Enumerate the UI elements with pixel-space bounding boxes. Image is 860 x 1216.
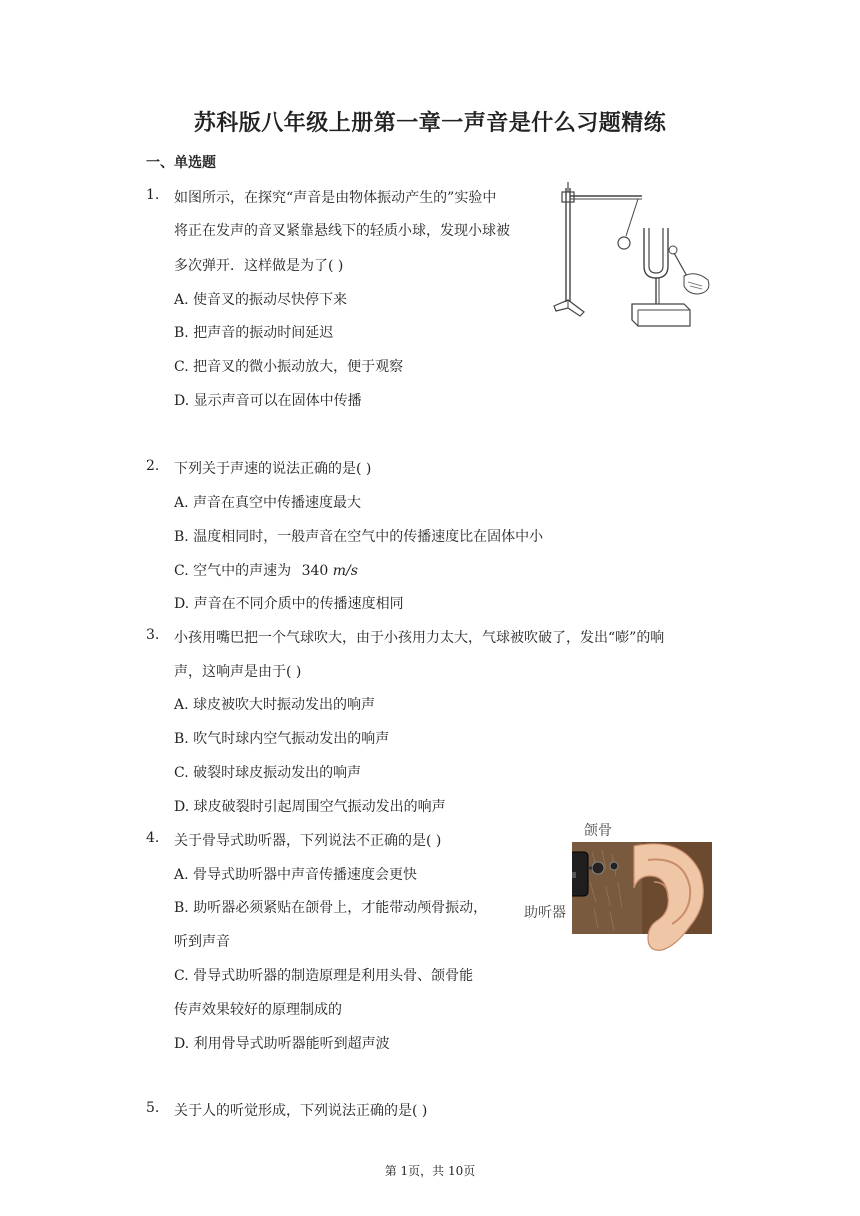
unit-meter: m [332, 563, 347, 579]
unit-second: s [350, 563, 358, 579]
option-a: A. 声音在真空中传播速度最大 [174, 495, 362, 511]
option-a: A. 使音叉的振动尽快停下来 [174, 292, 348, 308]
option-c [174, 560, 358, 580]
question-text-line: 声，这响声是由于( ) [174, 664, 302, 680]
option-c: C. 破裂时球皮振动发出的响声 [174, 765, 362, 781]
question-text-line: 下列关于声速的说法正确的是( ) [174, 461, 372, 477]
unit-separator: / [346, 563, 351, 579]
option-c: C. 骨导式助听器的制造原理是利用头骨、颌骨能 [174, 968, 474, 984]
hearing-aid-figure [520, 818, 716, 958]
option-b: B. 助听器必须紧贴在颌骨上，才能带动颅骨振动， [174, 900, 488, 916]
question-number: 4. [146, 830, 160, 846]
option-b: B. 把声音的振动时间延迟 [174, 325, 334, 341]
option-a: A. 球皮被吹大时振动发出的响声 [174, 697, 376, 713]
option-a: A. 骨导式助听器中声音传播速度会更快 [174, 867, 418, 883]
question-number: 3. [146, 627, 160, 643]
option-d: D. 显示声音可以在固体中传播 [174, 393, 362, 409]
question-text-line: 关于骨导式助听器，下列说法不正确的是( ) [174, 833, 442, 849]
option-b: B. 温度相同时，一般声音在空气中的传播速度比在固体中小 [174, 529, 544, 545]
option-d: D. 球皮破裂时引起周围空气振动发出的响声 [174, 799, 446, 815]
speed-value: 340 [301, 563, 329, 579]
hearing-aid-label: 助听器 [524, 905, 566, 921]
option-b-continued: 听到声音 [174, 934, 230, 950]
question-text-line: 多次弹开．这样做是为了( ) [174, 258, 344, 274]
ear-image [572, 842, 712, 954]
page-footer: 第 1页，共 10页 [384, 1164, 476, 1178]
option-c-text: C. 空气中的声速为 [174, 563, 292, 579]
option-d: D. 声音在不同介质中的传播速度相同 [174, 596, 404, 612]
option-c: C. 把音叉的微小振动放大，便于观察 [174, 359, 404, 375]
tuning-fork-figure [546, 178, 721, 333]
speed-formula [302, 563, 358, 579]
question-text-line: 关于人的听觉形成，下列说法正确的是( ) [174, 1103, 428, 1119]
question-number: 5. [146, 1100, 160, 1116]
option-c-continued: 传声效果较好的原理制成的 [174, 1002, 342, 1018]
question-text-line: 小孩用嘴巴把一个气球吹大，由于小孩用力太大，气球被吹破了，发出“嘭”的响 [174, 630, 665, 646]
question-number: 2. [146, 458, 160, 474]
question-number: 1. [146, 187, 160, 203]
jaw-bone-label: 颌骨 [584, 823, 612, 839]
question-text-line: 将正在发声的音叉紧靠悬线下的轻质小球，发现小球被 [174, 223, 510, 239]
option-d: D. 利用骨导式助听器能听到超声波 [174, 1036, 390, 1052]
option-b: B. 吹气时球内空气振动发出的响声 [174, 731, 390, 747]
page-title: 苏科版八年级上册第一章一声音是什么习题精练 [193, 110, 667, 136]
question-text-line: 如图所示，在探究“声音是由物体振动产生的”实验中 [174, 190, 497, 206]
section-heading: 一、单选题 [146, 155, 216, 171]
